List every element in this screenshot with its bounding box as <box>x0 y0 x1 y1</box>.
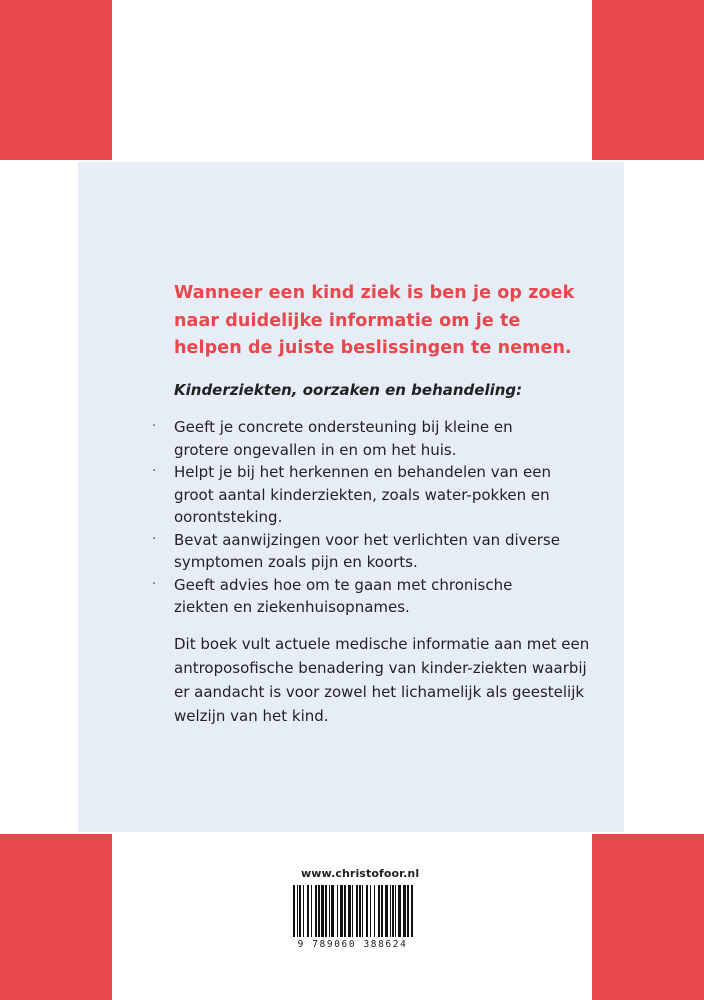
barcode-bar <box>392 885 394 937</box>
barcode-bar <box>348 885 351 937</box>
list-item: · Helpt je bij het herkennen en behandelen van een groot aantal kinderziekten, zoals water-pokken en oorontsteking. <box>152 463 552 526</box>
barcode-bar <box>366 885 368 937</box>
barcode-bar <box>315 885 317 937</box>
barcode-bar <box>337 885 338 937</box>
barcode-bar <box>329 885 330 937</box>
barcode-bar <box>403 885 406 937</box>
barcode-bar <box>374 885 375 937</box>
barcode-bar <box>297 885 298 937</box>
cross-pattern-top-left <box>0 0 112 160</box>
barcode-bar <box>318 885 320 937</box>
barcode-bar <box>359 885 361 937</box>
list-item: · Bevat aanwijzingen voor het verlichten van diverse symptomen zoals pijn en koorts. <box>152 530 560 571</box>
bullet-list <box>150 416 570 619</box>
barcode-bar <box>381 885 383 937</box>
barcode-bar <box>307 885 309 937</box>
barcode-bar <box>325 885 327 937</box>
barcode-bar <box>411 885 413 937</box>
barcode-bar <box>331 885 334 937</box>
barcode-bar <box>303 885 304 937</box>
barcode-bar <box>352 885 353 937</box>
barcode-bar <box>378 885 380 937</box>
barcode-icon <box>285 883 420 939</box>
barcode-bar <box>398 885 401 937</box>
barcode-bar <box>299 885 301 937</box>
barcode-bar <box>356 885 358 937</box>
publisher-website: www.christofoor.nl <box>301 867 420 880</box>
barcode-bar <box>340 885 343 937</box>
barcode-bar <box>370 885 371 937</box>
bullet-dot-icon: · <box>152 576 157 592</box>
cross-pattern-bottom-left <box>0 834 112 1000</box>
barcode-bar <box>390 885 391 937</box>
subheading: Kinderziekten, oorzaken en behandeling: <box>174 381 523 399</box>
cross-pattern-bottom-right <box>592 834 704 1000</box>
lead-text: Wanneer een kind ziek is ben je op zoek naar duidelijke informatie om je te helpen de juiste beslissingen te nemen. <box>174 283 575 358</box>
barcode-bar <box>385 885 388 937</box>
description-paragraph: Dit boek vult actuele medische informatie aan met een antroposofische benadering van kinder-ziekten waarbij er aandacht is voor zowel het lichamelijk als geestelijk welzijn van het kind. <box>174 635 590 725</box>
bullet-dot-icon: · <box>152 464 157 479</box>
list-item: · Geeft advies hoe om te gaan met chronische ziekten en ziekenhuisopnames. <box>152 575 513 616</box>
barcode <box>285 883 420 953</box>
isbn-number: 9 789060 388624 <box>297 939 408 950</box>
barcode-bar <box>293 885 295 937</box>
barcode-bar <box>407 885 409 937</box>
barcode-bar <box>311 885 312 937</box>
barcode-bar <box>395 885 396 937</box>
barcode-bar <box>362 885 363 937</box>
barcode-bar <box>321 885 324 937</box>
list-item: · Geeft je concrete ondersteuning bij kleine en grotere ongevallen in en om het huis. <box>152 418 513 459</box>
bullet-dot-icon: · <box>152 531 157 547</box>
cross-pattern-top-right <box>592 0 704 160</box>
barcode-bar <box>344 885 346 937</box>
back-cover-panel <box>78 162 624 832</box>
bullet-dot-icon: · <box>152 419 157 434</box>
